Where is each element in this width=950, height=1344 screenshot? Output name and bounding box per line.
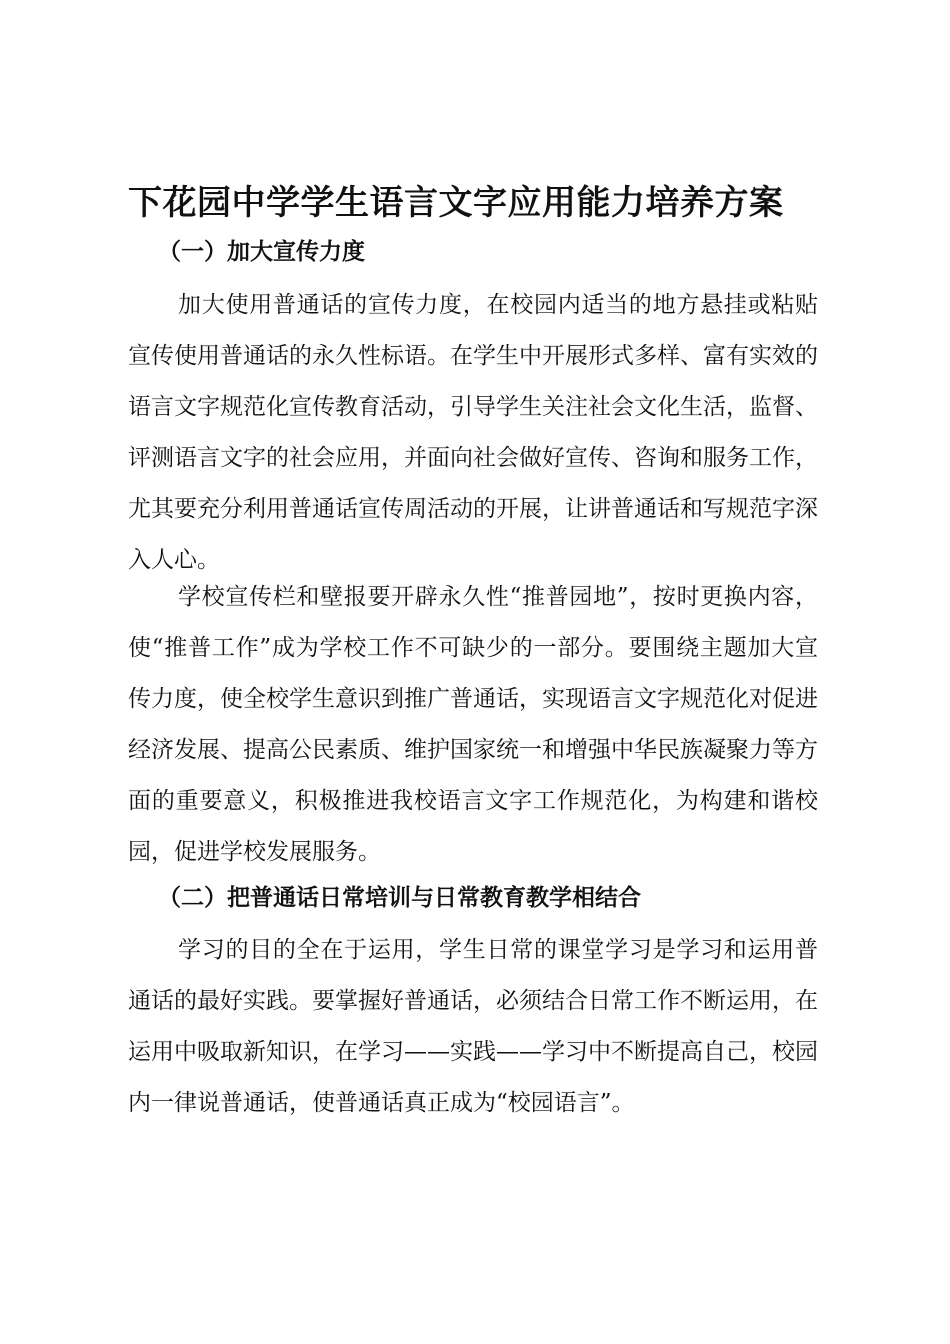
section-heading-2: （二）把普通话日常培训与日常教育教学相结合: [158, 885, 641, 911]
section-1-paragraph-2: 学校宣传栏和壁报要开辟永久性“推普园地”，按时更换内容，使“推普工作”成为学校工作不可缺少的一部分。要围绕主题加大宣传力度，使全校学生意识到推广普通话，实现语言文字规范化对促进经济发展、提高公民素质、维护国家统一和增强中华民族凝聚力等方面的重要意义，积极推进我校语言文字工作规范化，为构建和谐校园，促进学校发展服务。: [128, 584, 818, 865]
document-title: 下花园中学学生语言文字应用能力培养方案: [128, 183, 784, 223]
section-1-paragraph-1: 加大使用普通话的宣传力度，在校园内适当的地方悬挂或粘贴宣传使用普通话的永久性标语。在学生中开展形式多样、富有实效的语言文字规范化宣传教育活动，引导学生关注社会文化生活，监督、评测语言文字的社会应用，并面向社会做好宣传、咨询和服务工作，尤其要充分利用普通话宣传周活动的开展，让讲普通话和写规范字深入人心。: [128, 292, 818, 573]
section-2-paragraph-1: 学习的目的全在于运用，学生日常的课堂学习是学习和运用普通话的最好实践。要掌握好普通话，必须结合日常工作不断运用，在运用中吸取新知识，在学习——实践——学习中不断提高自己，校园内一律说普通话，使普通话真正成为“校园语言”。: [128, 937, 818, 1116]
section-heading-1: （一）加大宣传力度: [158, 239, 365, 265]
